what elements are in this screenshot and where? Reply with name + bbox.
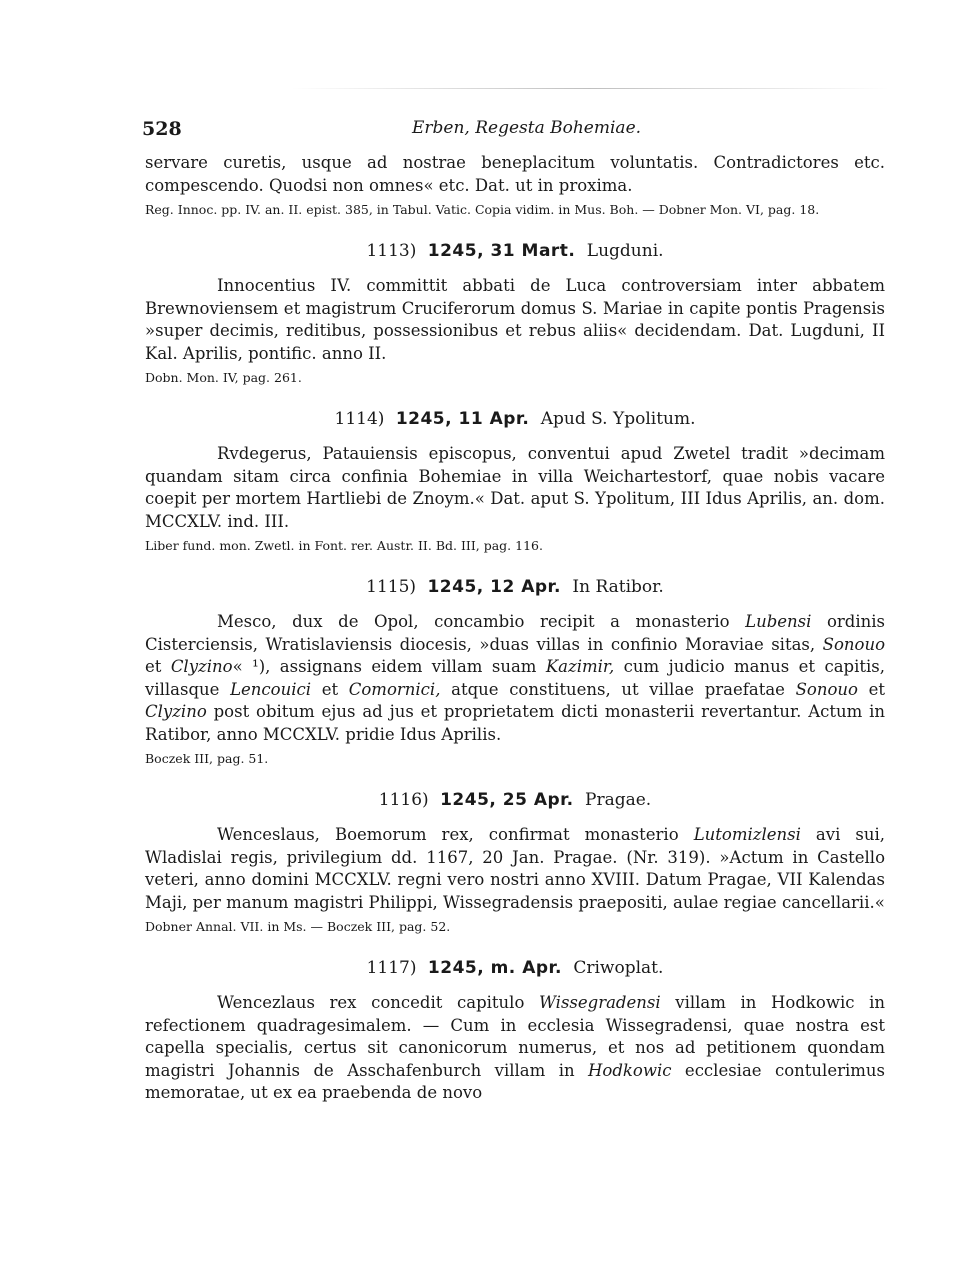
italic-place-name: Wissegradensi <box>539 993 661 1012</box>
regest-entry <box>145 956 885 1105</box>
entry-place: Apud S. Ypolitum. <box>540 409 696 429</box>
running-head: Erben, Regesta Bohemiae. <box>412 118 642 138</box>
entry-date: 1245, 12 Apr. <box>427 577 561 597</box>
page-header <box>142 118 882 142</box>
italic-place-name: Kazimir, <box>545 657 615 676</box>
italic-place-name: Sonouo <box>822 634 885 654</box>
regest-entry <box>145 407 885 555</box>
body-text: et <box>145 657 171 676</box>
italic-place-name: Clyzino <box>170 657 233 676</box>
body-text: Wencezlaus rex concedit capitulo <box>217 993 539 1012</box>
page-number: 528 <box>142 118 182 140</box>
body-text: cum judicio manus et capitis, villasque <box>145 657 885 699</box>
citation-text: Boczek III, pag. 51. <box>145 751 269 766</box>
entry-place: Pragae. <box>585 790 652 810</box>
body-text: post obitum ejus ad jus et proprietatem dicti monasterii revertantur. Actum in Ratibor, anno MCCXLV. pridie Idus Aprilis. <box>145 702 885 744</box>
entry-heading <box>145 788 885 812</box>
entry-citation <box>145 918 885 936</box>
opening-paragraph: servare curetis, usque ad nostrae beneplacitum voluntatis. Contradictores etc. compescendo. Quodsi non omnes« etc. Dat. ut in proxima. <box>145 153 885 195</box>
body-text: « ¹), assignans eidem villam suam <box>232 657 546 676</box>
italic-place-name: Sonouo <box>795 679 858 699</box>
body-text: et <box>311 679 349 699</box>
body-text: avi sui, Wladislai regis, privilegium dd. 1167, 20 Jan. Pragae. (Nr. 319). »Actum in Castello veteri, anno domini MCCXLV. regni vero nostri anno XVIII. Datum Pragae, VII Kalendas Maji, per manum magistri Philippi, Wissegradensis praepositi, aulae regiae cancellarii.« <box>145 825 885 912</box>
body-text: Mesco, dux de Opol, concambio recipit a monasterio <box>217 612 746 631</box>
body-text: et <box>857 679 886 699</box>
entry-heading <box>145 239 885 263</box>
body-text: ordinis Cisterciensis, Wratislaviensis diocesis, »duas villas in confinio Moraviae sitas, <box>145 612 886 654</box>
entry-number: 1116) <box>378 790 429 810</box>
entry-body: Innocentius IV. committit abbati de Luca controversiam inter abbatem Brewnoviensem et magistrum Cruciferorum domus S. Mariae in capite pontis Pragensis »super decimis, reditibus, possessionibus et rebus aliis« decidendam. Dat. Lugduni, II Kal. Aprilis, pontific. anno II. <box>145 276 885 363</box>
citation-text: Dobner Annal. VII. in Ms. — Boczek III, pag. 52. <box>145 919 451 934</box>
entry-heading <box>145 956 885 980</box>
italic-place-name: Comornici, <box>348 679 441 699</box>
body-text: ecclesiae contulerimus memoratae, ut ex ea praebenda de novo <box>145 1060 885 1102</box>
regest-entry <box>145 575 885 768</box>
entry-date: 1245, 31 Mart. <box>427 241 576 261</box>
regest-entry <box>145 788 885 936</box>
opening-citation <box>145 201 885 219</box>
entry-heading <box>145 407 885 431</box>
entry-number: 1114) <box>334 409 385 429</box>
italic-place-name: Lencouici <box>230 679 312 699</box>
entry-date: 1245, m. Apr. <box>427 958 562 978</box>
body-text: villam in Hodkowic in refectionem quadragesimalem. — Cum in ecclesia Wissegradensi, quae nostra est capella specialis, certus sit canonicorum numerus, et nos ad petitionem quondam magistri Johannis de Asschafenburch villam in <box>145 993 885 1080</box>
body-text: Wenceslaus, Boemorum rex, confirmat monasterio <box>217 825 694 844</box>
citation-text: Dobn. Mon. IV, pag. 261. <box>145 370 302 385</box>
entry-citation <box>145 750 885 768</box>
italic-place-name: Lutomizlensi <box>693 825 801 844</box>
entries-list <box>145 239 885 1105</box>
entry-body <box>145 992 885 1105</box>
entry-body <box>145 611 885 746</box>
entry-citation <box>145 537 885 555</box>
citation-text: Liber fund. mon. Zwetl. in Font. rer. Austr. II. Bd. III, pag. 116. <box>145 538 543 553</box>
italic-place-name: Lubensi <box>745 612 812 631</box>
entry-body: Rvdegerus, Patauiensis episcopus, conventui apud Zwetel tradit »decimam quandam sitam circa confinia Bohemiae in villa Weichartestorf, quae nobis vacare coepit per mortem Hartliebi de Znoym.« Dat. aput S. Ypolitum, III Idus Aprilis, an. dom. MCCXLV. ind. III. <box>145 444 885 531</box>
entry-date: 1245, 25 Apr. <box>440 790 574 810</box>
italic-place-name: Hodkowic <box>588 1060 672 1080</box>
scan-artifact-line <box>290 88 890 89</box>
entry-heading <box>145 575 885 599</box>
entry-place: In Ratibor. <box>572 577 664 597</box>
entry-body <box>145 824 885 914</box>
italic-place-name: Clyzino <box>145 702 207 721</box>
entry-date: 1245, 11 Apr. <box>395 409 530 429</box>
entry-number: 1115) <box>366 577 417 597</box>
entry-citation <box>145 369 885 387</box>
entry-number: 1117) <box>366 958 417 978</box>
entry-place: Criwoplat. <box>573 958 664 978</box>
entry-number: 1113) <box>366 241 417 261</box>
entry-place: Lugduni. <box>586 241 664 261</box>
regest-entry <box>145 239 885 387</box>
citation-text: Reg. Innoc. pp. IV. an. II. epist. 385, in Tabul. Vatic. Copia vidim. in Mus. Boh. — Dobner Mon. VI, pag. 18. <box>145 202 820 217</box>
body-text: atque constituens, ut villae praefatae <box>440 679 796 699</box>
page-content <box>145 152 885 1105</box>
